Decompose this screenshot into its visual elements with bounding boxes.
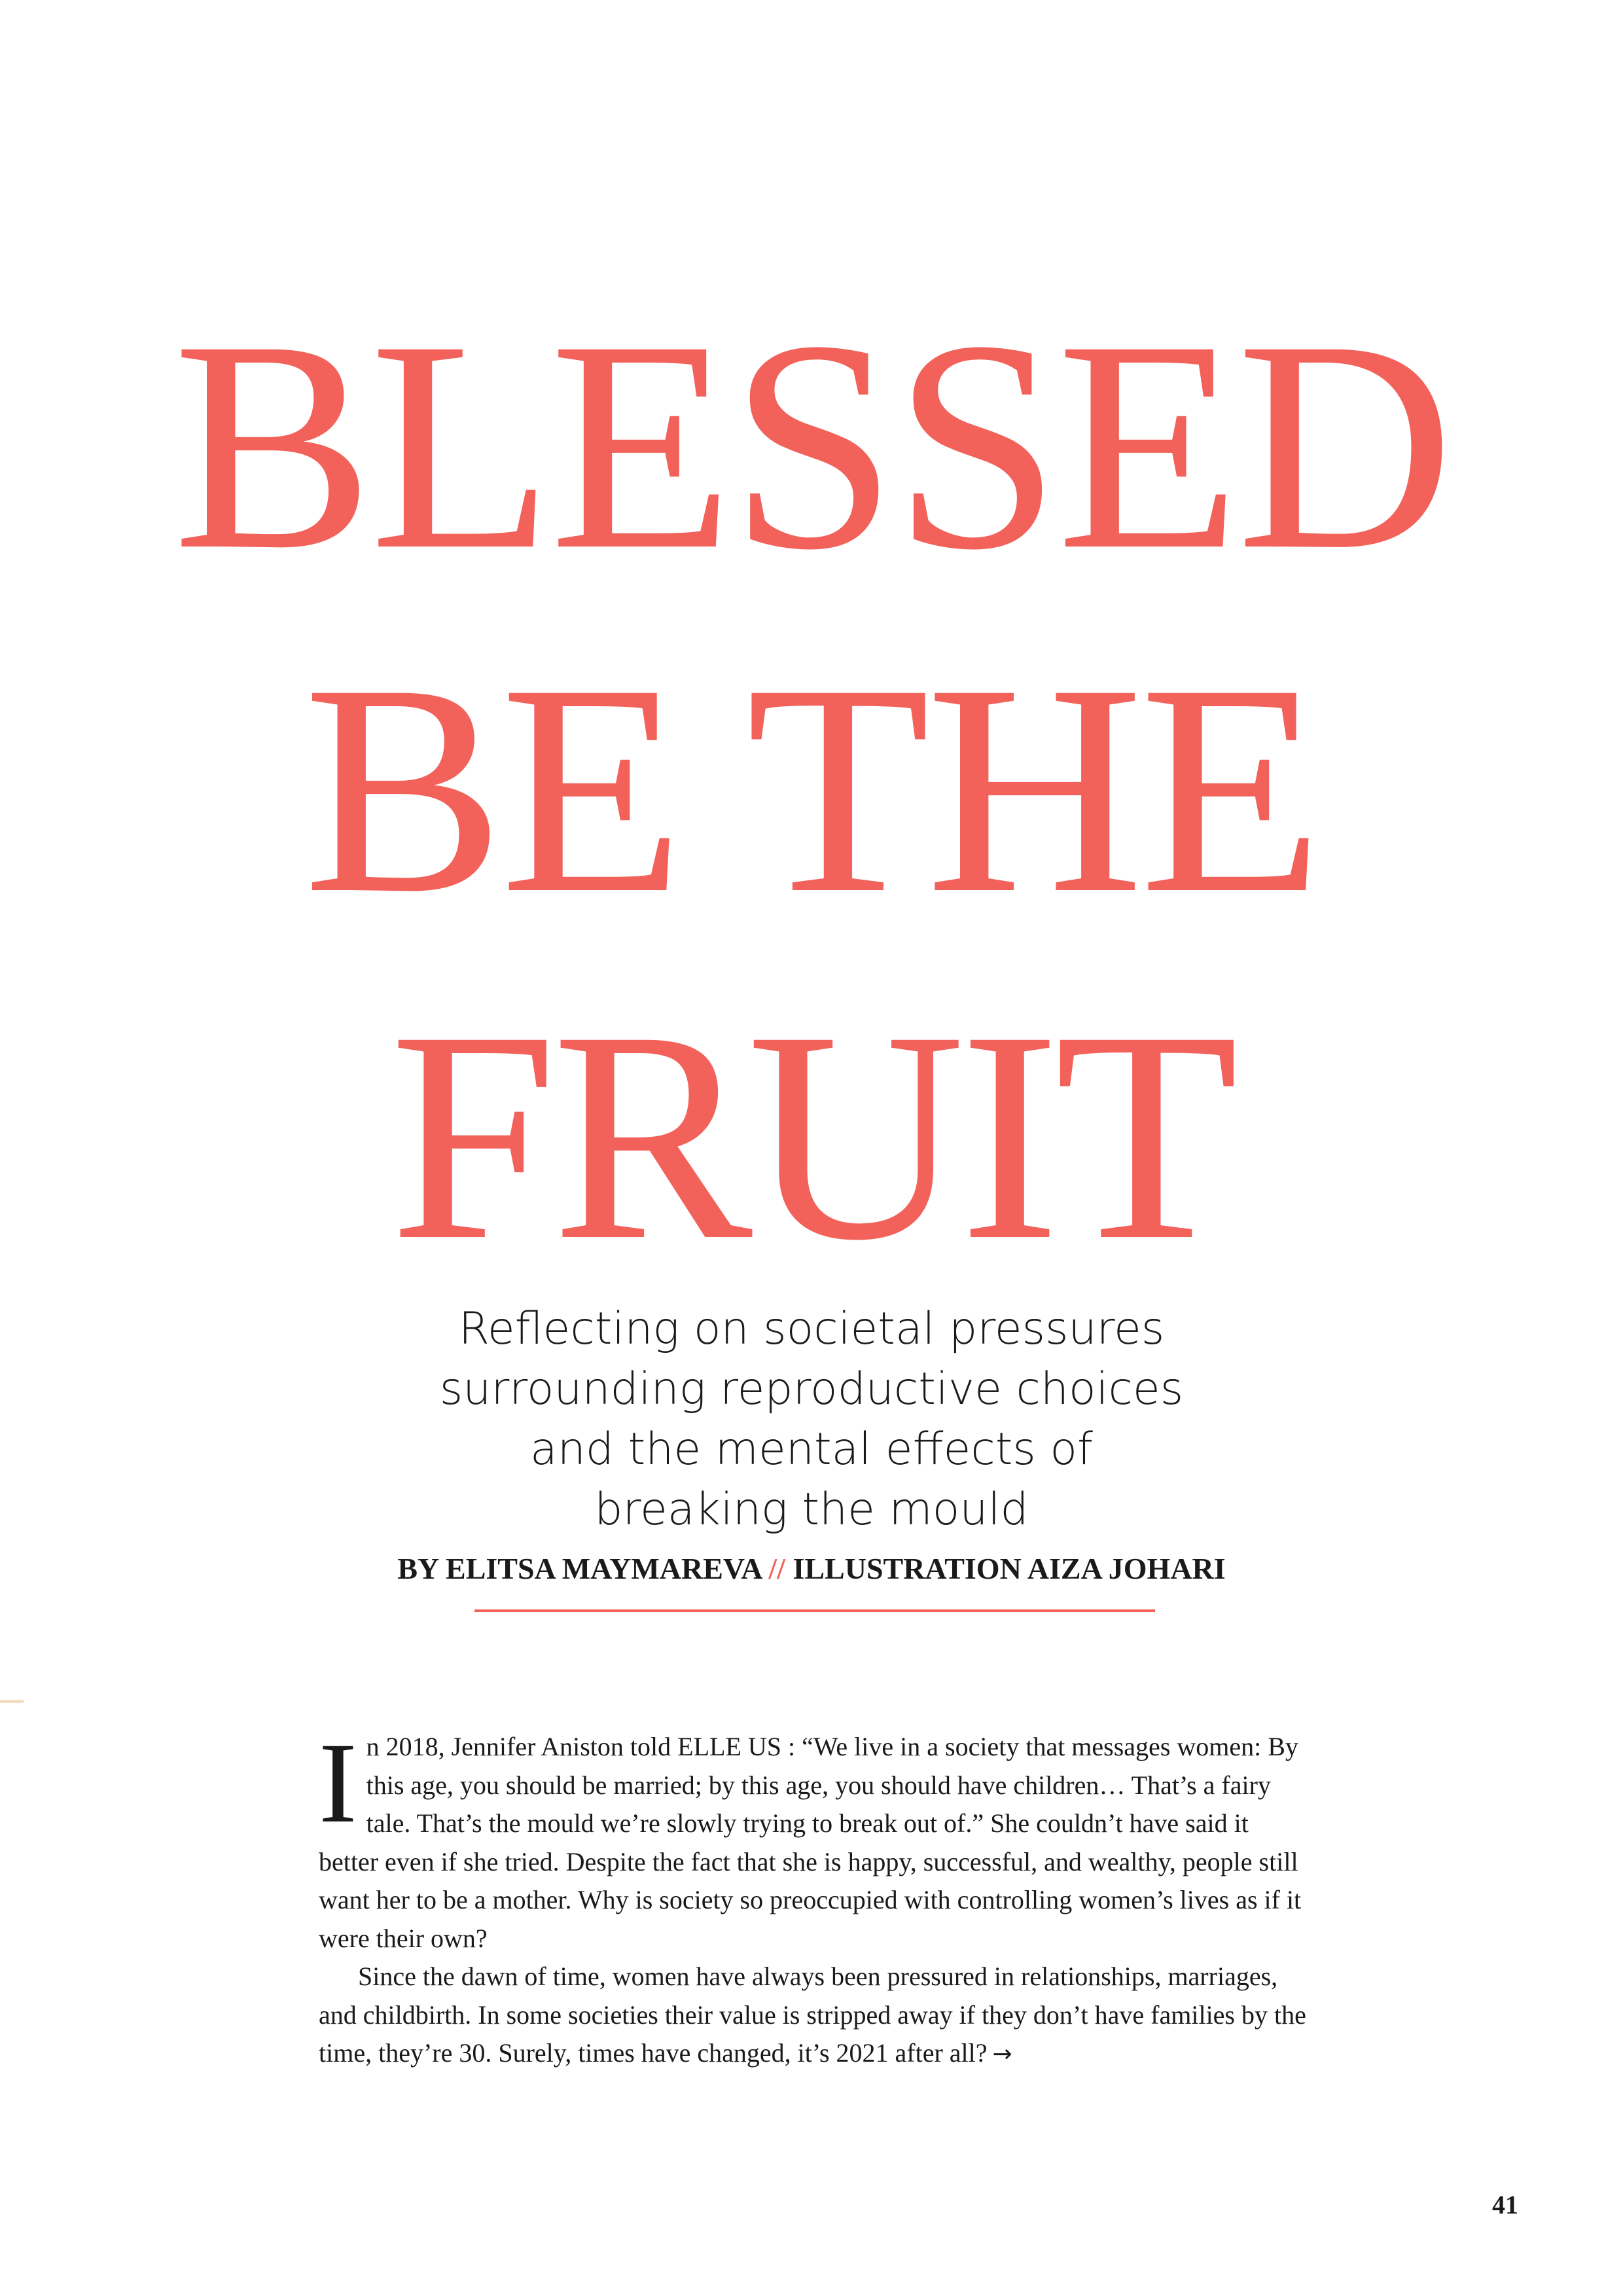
byline-illustration: ILLUSTRATION AIZA JOHARI (793, 1552, 1226, 1585)
drop-cap: I (319, 1719, 357, 1847)
byline-divider (474, 1609, 1155, 1612)
subtitle (0, 1299, 1623, 1540)
byline (0, 1551, 1623, 1586)
subtitle-line-3: and the mental effects of (530, 1424, 1093, 1475)
article-body (319, 1719, 1313, 2074)
title-line-1: BLESSED (173, 278, 1450, 612)
edge-mark (0, 1700, 24, 1703)
title-line-3: FRUIT (389, 969, 1234, 1302)
page-number: 41 (1492, 2190, 1518, 2219)
subtitle-line-1: Reflecting on societal pressures (458, 1303, 1165, 1355)
byline-author: BY ELITSA MAYMAREVA (397, 1552, 761, 1585)
title-line-2: BE THE (303, 622, 1320, 956)
subtitle-line-2: surrounding reproductive choices (439, 1363, 1184, 1415)
article-paragraph-2 (319, 1958, 1313, 2074)
byline-separator: // (768, 1552, 785, 1585)
paragraph-2-text: Since the dawn of time, women have always been pressured in relationships, marriages, and childbirth. In some societies their value is stripped away if they don’t have families by the time, they’re 30. Surely, times have changed, it’s 2021 after all? (319, 1962, 1306, 2068)
article-paragraph-1 (319, 1719, 1313, 1958)
subtitle-line-4: breaking the mould (594, 1484, 1029, 1535)
paragraph-1-text: n 2018, Jennifer Aniston told ELLE US : “We live in a society that messages women: By this age, you should be married; by this age, you should have children… That’s a fairy tale. That’s the mould we’re slowly trying to break out of.” She couldn’t have said it better even if she tried. Despite the fact that she is happy, successful, and wealthy, people still want her to be a mother. Why is society so preoccupied with controlling women’s lives as if it were their own? (319, 1732, 1302, 1953)
continue-arrow-icon: → (992, 2041, 1012, 2068)
